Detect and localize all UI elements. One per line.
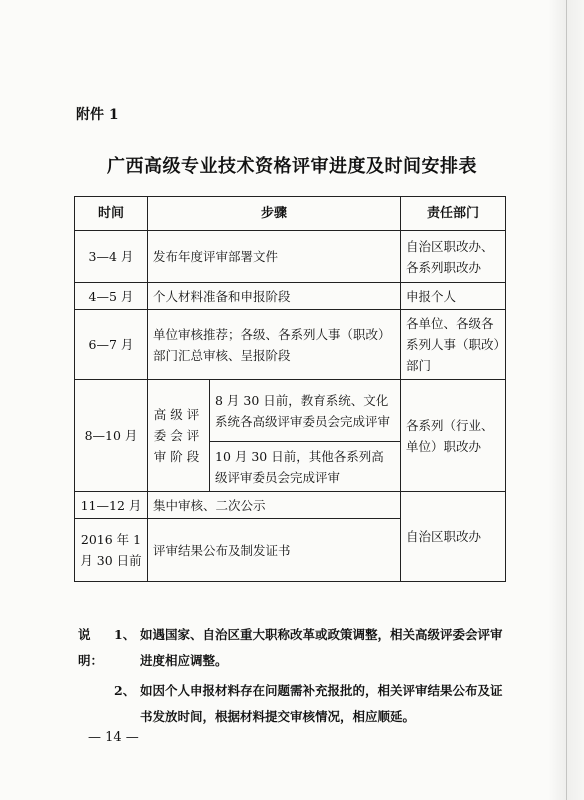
- attachment-label: 附件 1: [76, 107, 119, 123]
- row-step: 发布年度评审部署文件: [148, 231, 401, 283]
- table-row: [75, 492, 506, 519]
- sub-step: 8 月 30 日前，教育系统、文化系统各高级评审委员会完成评审: [210, 380, 401, 442]
- row-dept: 申报个人: [401, 283, 506, 310]
- row-time: 3—4 月: [75, 231, 148, 283]
- row-time: [75, 519, 148, 582]
- note-text: 如因个人申报材料存在问题需补充报批的，相关评审结果公布及证书发放时间，根据材料提交审核情况，相应顺延。: [140, 683, 503, 724]
- header-steps: 步骤: [148, 197, 401, 231]
- row-time: 11—12 月: [75, 492, 148, 519]
- row-time: 8—10 月: [75, 380, 148, 492]
- time-line: 2016 年 1: [80, 532, 142, 547]
- row-step: 集中审核、二次公示: [148, 492, 401, 519]
- table-header-row: [75, 197, 506, 231]
- row-dept: 自治区职改办、各系列职改办: [401, 231, 506, 283]
- row-time: 6—7 月: [75, 310, 148, 380]
- sub-step: 10 月 30 日前，其他各系列高级评审委员会完成评审: [210, 442, 401, 492]
- note-number: 2、: [114, 683, 136, 698]
- table-row: [75, 380, 506, 442]
- row-dept: 各单位、各级各系列人事（职改）部门: [401, 310, 506, 380]
- notes-prefix: 说明：: [78, 627, 104, 668]
- document-title: 广西高级专业技术资格评审进度及时间安排表: [107, 156, 477, 177]
- table-row: [75, 310, 506, 380]
- row-dept: 各系列（行业、单位）职改办: [401, 380, 506, 492]
- row-dept: 自治区职改办: [401, 492, 506, 582]
- header-time: 时间: [75, 197, 148, 231]
- note-item: [78, 622, 508, 674]
- time-line: 月 30 日前: [80, 553, 142, 568]
- table-row: [75, 231, 506, 283]
- note-text: 如遇国家、自治区重大职称改革或政策调整，相关高级评委会评审进度相应调整。: [140, 627, 503, 668]
- review-stage-label: 高级评委会评审阶段: [148, 380, 210, 492]
- table-row: [75, 283, 506, 310]
- note-item: [78, 678, 508, 730]
- row-step: 评审结果公布及制发证书: [148, 519, 401, 582]
- note-number: 1、: [114, 627, 136, 642]
- row-time: 4—5 月: [75, 283, 148, 310]
- header-dept: 责任部门: [401, 197, 506, 231]
- notes-section: [78, 622, 508, 730]
- row-step: 个人材料准备和申报阶段: [148, 283, 401, 310]
- schedule-table: [74, 196, 506, 582]
- page-crease-line: [566, 0, 567, 800]
- page-number: — 14 —: [88, 730, 139, 745]
- row-step: 单位审核推荐；各级、各系列人事（职改）部门汇总审核、呈报阶段: [148, 310, 401, 380]
